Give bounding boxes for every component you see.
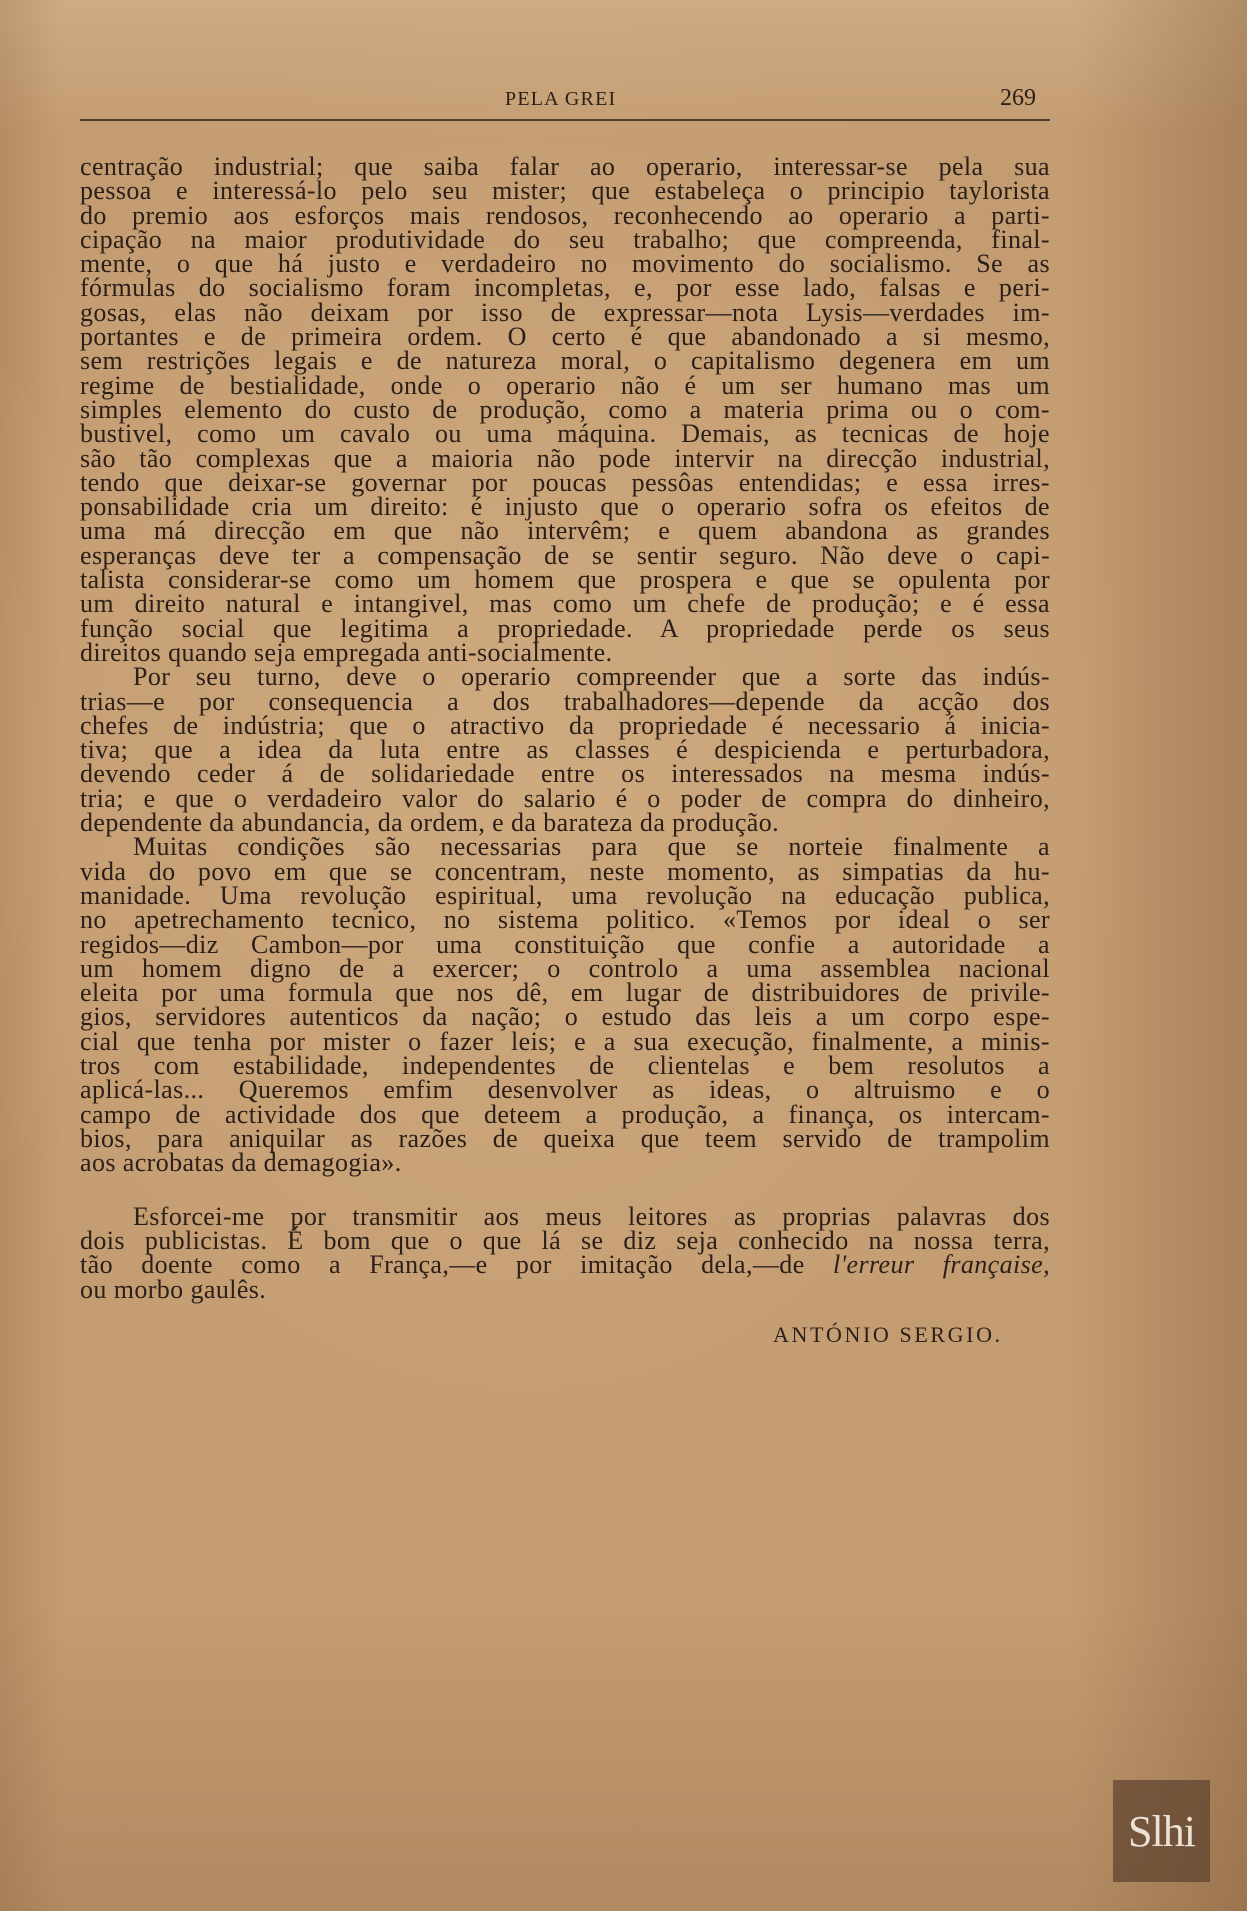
text-line: função social que legitima a propriedade. A propriedade perde os seus [80,613,1050,643]
text-line: do premio aos esforços mais rendosos, reconhecendo ao operario a parti- [80,200,1050,230]
text-line: simples elemento do custo de produção, como a materia prima ou o com- [80,394,1050,424]
text-line: Por seu turno, deve o operario compreender que a sorte das indús- [133,662,1050,692]
text-line: bios, para aniquilar as razões de queixa que teem servido de trampolim [80,1123,1050,1153]
paragraph-3 [80,832,1050,1178]
text-line: manidade. Uma revolução espiritual, uma revolução na educação publica, [80,880,1050,910]
text-line: tros com estabilidade, independentes de clientelas e bem resolutos a [80,1050,1050,1080]
text-line: regime de bestialidade, onde o operario não é um ser humano mas um [80,370,1050,400]
text-line: devendo ceder á de solidariedade entre os interessados na mesma indús- [80,759,1050,789]
text-line: um direito natural e intangivel, mas como um chefe de produção; e é essa [80,589,1050,619]
italic-phrase: l'erreur française, [832,1250,1050,1280]
paragraph-4 [80,1201,1050,1304]
text-line: mente, o que há justo e verdadeiro no movimento do socialismo. Se as [80,249,1050,279]
text-line: tria; e que o verdadeiro valor do salario é o poder de compra do dinheiro, [80,783,1050,813]
text-line: talista considerar-se como um homem que prospera e que se opulenta por [80,565,1050,595]
text-line: aplicá-las... Queremos emfim desenvolver as ideas, o altruismo e o [80,1075,1050,1105]
text-line: dois publicistas. É bom que o que lá se diz seja conhecido na nossa terra, [80,1226,1050,1256]
text-line: trias—e por consequencia a dos trabalhadores—depende da acção dos [80,686,1050,716]
text-line: cial que tenha por mister o fazer leis; e a sua execução, finalmente, a minis- [80,1026,1050,1056]
text-line: Esforcei-me por transmitir aos meus leitores as proprias palavras dos [133,1201,1050,1231]
text-line: tiva; que a idea da luta entre as classes é despicienda e perturbadora, [80,735,1050,765]
text-line: fórmulas do socialismo foram incompletas, e, por esse lado, falsas e peri- [80,273,1050,303]
running-title: PELA GREI [505,88,617,110]
text-line: ou morbo gaulês. [80,1274,267,1304]
text-line: esperanças deve ter a compensação de se sentir seguro. Não deve o capi- [80,540,1050,570]
text-line: Muitas condições são necessarias para que se norteie finalmente a [133,832,1050,862]
text-line: direitos quando seja empregada anti-socialmente. [80,637,613,667]
text-line: uma má direcção em que não intervêm; e quem abandona as grandes [80,516,1050,546]
text-line: regidos—diz Cambon—por uma constituição que confie a autoridade a [80,929,1050,959]
text-line: tendo que deixar-se governar por poucas pessôas entendidas; e essa irres- [80,467,1050,497]
paragraph-1 [80,152,1050,667]
author-signature: ANTÓNIO SERGIO. [773,1322,1003,1347]
body-text [80,152,1050,1304]
text-line: pessoa e interessá-lo pelo seu mister; que estabeleça o principio taylorista [80,176,1050,206]
text-line: bustivel, como um cavalo ou uma máquina. Demais, as tecnicas de hoje [80,419,1050,449]
header-rule [80,119,1050,121]
text-line: cipação na maior produtividade do seu trabalho; que compreenda, final- [80,224,1050,254]
text-line: ponsabilidade cria um direito: é injusto que o operario sofra os efeitos de [80,492,1050,522]
text-line: no apetrechamento tecnico, no sistema politico. «Temos por ideal o ser [80,905,1050,935]
page-number: 269 [1000,85,1036,111]
text-line: vida do povo em que se concentram, neste momento, as simpatias da hu- [80,856,1050,886]
paragraph-2 [80,662,1050,838]
text-line: gosas, elas não deixam por isso de expressar—nota Lysis—verdades im- [80,297,1050,327]
text-line: dependente da abundancia, da ordem, e da barateza da produção. [80,808,780,838]
text-line: gios, servidores autenticos da nação; o estudo das leis a um corpo espe- [80,1002,1050,1032]
text-line: centração industrial; que saiba falar ao operario, interessar-se pela sua [80,152,1050,181]
text-line: campo de actividade dos que deteem a produção, a finança, os intercam- [80,1099,1050,1129]
text-line: portantes e de primeira ordem. O certo é que abandonado a si mesmo, [80,322,1050,352]
stamp-text: Slhi [1128,1806,1195,1856]
text-line: são tão complexas que a maioria não pode intervir na direcção industrial, [80,443,1050,473]
text-line: eleita por uma formula que nos dê, em lugar de distribuidores de privile- [80,978,1050,1008]
text-line: um homem digno de a exercer; o controlo a uma assemblea nacional [80,953,1050,983]
text-line-roman: tão doente como a França,—e por imitação dela,—de [80,1250,805,1280]
library-stamp-logo [1113,1780,1210,1882]
text-line: sem restrições legais e de natureza moral, o capitalismo degenera em um [80,346,1050,376]
text-line: aos acrobatas da demagogia». [80,1148,402,1178]
text-line: chefes de indústria; que o atractivo da propriedade é necessario á inicia- [80,710,1050,740]
